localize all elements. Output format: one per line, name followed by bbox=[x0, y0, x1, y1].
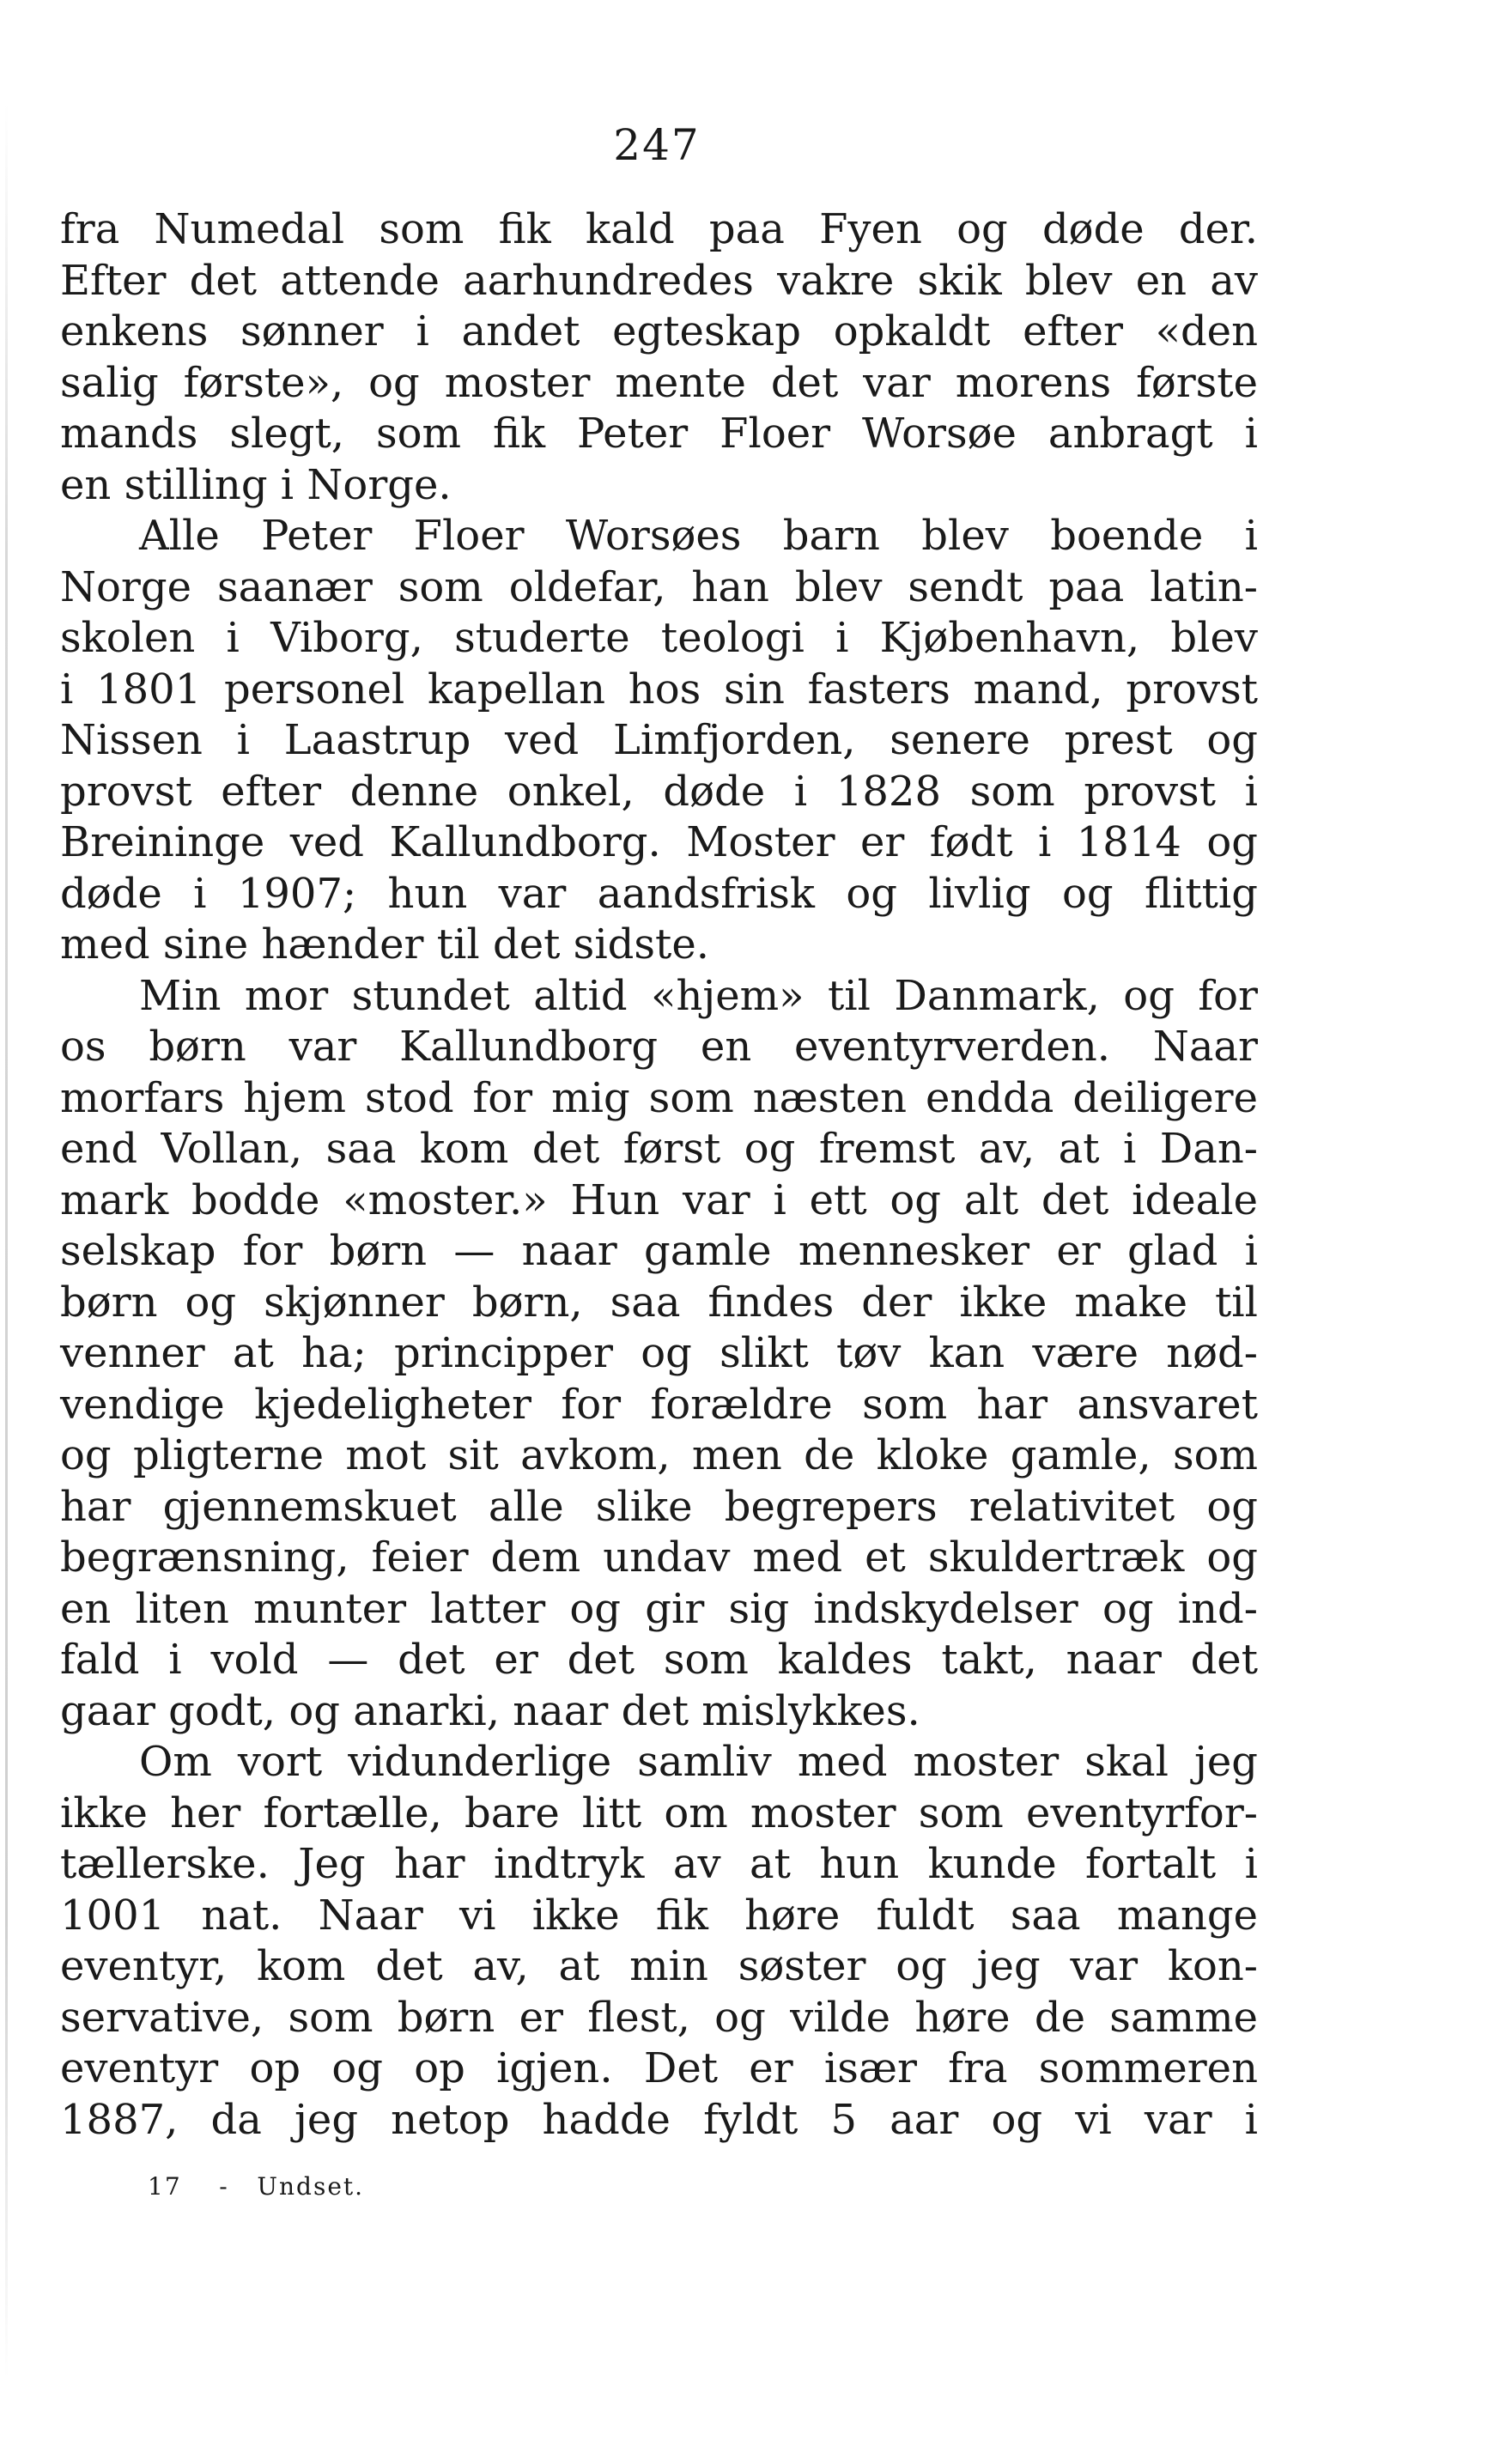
text-line: 1001 nat. Naar vi ikke fik høre fuldt saa mange bbox=[60, 1891, 1258, 1940]
text-line: døde i 1907; hun var aandsfrisk og livlig og flittig bbox=[60, 869, 1258, 918]
text-line: ikke her fortælle, bare litt om moster som eventyrfor- bbox=[60, 1788, 1258, 1837]
page-edge bbox=[5, 103, 8, 2378]
text-line: enkens sønner i andet egteskap opkaldt efter «den bbox=[60, 307, 1258, 355]
text-line: Nissen i Laastrup ved Limfjorden, senere prest og bbox=[60, 716, 1258, 764]
text-line: fra Numedal som fik kald paa Fyen og døde der. bbox=[60, 205, 1258, 253]
text-line: skolen i Viborg, studerte teologi i Kjøbenhavn, blev bbox=[60, 614, 1258, 662]
text-line: Efter det attende aarhundredes vakre skik blev en av bbox=[60, 256, 1258, 305]
text-line: salig første», og moster mente det var morens første bbox=[60, 358, 1258, 407]
text-line: end Vollan, saa kom det først og fremst av, at i Dan- bbox=[60, 1125, 1258, 1173]
text-line: provst efter denne onkel, døde i 1828 som provst i bbox=[60, 767, 1258, 816]
signature-author: Undset. bbox=[257, 2172, 365, 2201]
signature-dash: - bbox=[219, 2172, 229, 2201]
page-number: 247 bbox=[613, 120, 701, 170]
text-line: eventyr, kom det av, at min søster og jeg var kon- bbox=[60, 1942, 1258, 1990]
printer-signature bbox=[148, 2172, 364, 2201]
paragraph-start-line: Min mor stundet altid «hjem» til Danmark, og for bbox=[139, 971, 1258, 1020]
text-line: en liten munter latter og gir sig indskydelser og ind- bbox=[60, 1584, 1258, 1633]
text-line: og pligterne mot sit avkom, men de kloke gamle, som bbox=[60, 1431, 1258, 1479]
paragraph-start-line: Om vort vidunderlige samliv med moster skal jeg bbox=[139, 1738, 1258, 1786]
text-line: mark bodde «moster.» Hun var i ett og alt det ideale bbox=[60, 1175, 1258, 1224]
body-text bbox=[60, 204, 1258, 2146]
text-line: venner at ha; principper og slikt tøv kan være nød- bbox=[60, 1329, 1258, 1377]
text-line: vendige kjedeligheter for forældre som har ansvaret bbox=[60, 1380, 1258, 1429]
text-line: begrænsning, feier dem undav med et skuldertræk og bbox=[60, 1533, 1258, 1582]
paragraph-end-line: gaar godt, og anarki, naar det mislykkes. bbox=[60, 1686, 920, 1735]
paragraph-end-line: en stilling i Norge. bbox=[60, 460, 452, 509]
text-line: børn og skjønner børn, saa findes der ikke make til bbox=[60, 1278, 1258, 1327]
text-line: i 1801 personel kapellan hos sin fasters mand, provst bbox=[60, 665, 1258, 713]
text-line: har gjennemskuet alle slike begrepers relativitet og bbox=[60, 1482, 1258, 1531]
paragraph-start-line: Alle Peter Floer Worsøes barn blev boende i bbox=[139, 512, 1258, 560]
text-line: os børn var Kallundborg en eventyrverden. Naar bbox=[60, 1023, 1258, 1071]
text-line: eventyr op og op igjen. Det er især fra sommeren bbox=[60, 2044, 1258, 2092]
text-line: selskap for børn — naar gamle mennesker er glad i bbox=[60, 1227, 1258, 1275]
text-line: tællerske. Jeg har indtryk av at hun kunde fortalt i bbox=[60, 1840, 1258, 1888]
text-line: mands slegt, som fik Peter Floer Worsøe anbragt i bbox=[60, 410, 1258, 458]
text-line: Breininge ved Kallundborg. Moster er født i 1814 og bbox=[60, 818, 1258, 866]
text-line: 1887, da jeg netop hadde fyldt 5 aar og vi var i bbox=[60, 2095, 1258, 2144]
text-line: Norge saanær som oldefar, han blev sendt paa latin- bbox=[60, 562, 1258, 611]
text-line: servative, som børn er flest, og vilde høre de samme bbox=[60, 1993, 1258, 2042]
text-line: fald i vold — det er det som kaldes takt, naar det bbox=[60, 1636, 1258, 1684]
signature-sheet-number: 17 bbox=[148, 2172, 182, 2201]
text-line: morfars hjem stod for mig som næsten endda deiligere bbox=[60, 1073, 1258, 1122]
paragraph-end-line: med sine hænder til det sidste. bbox=[60, 920, 709, 968]
